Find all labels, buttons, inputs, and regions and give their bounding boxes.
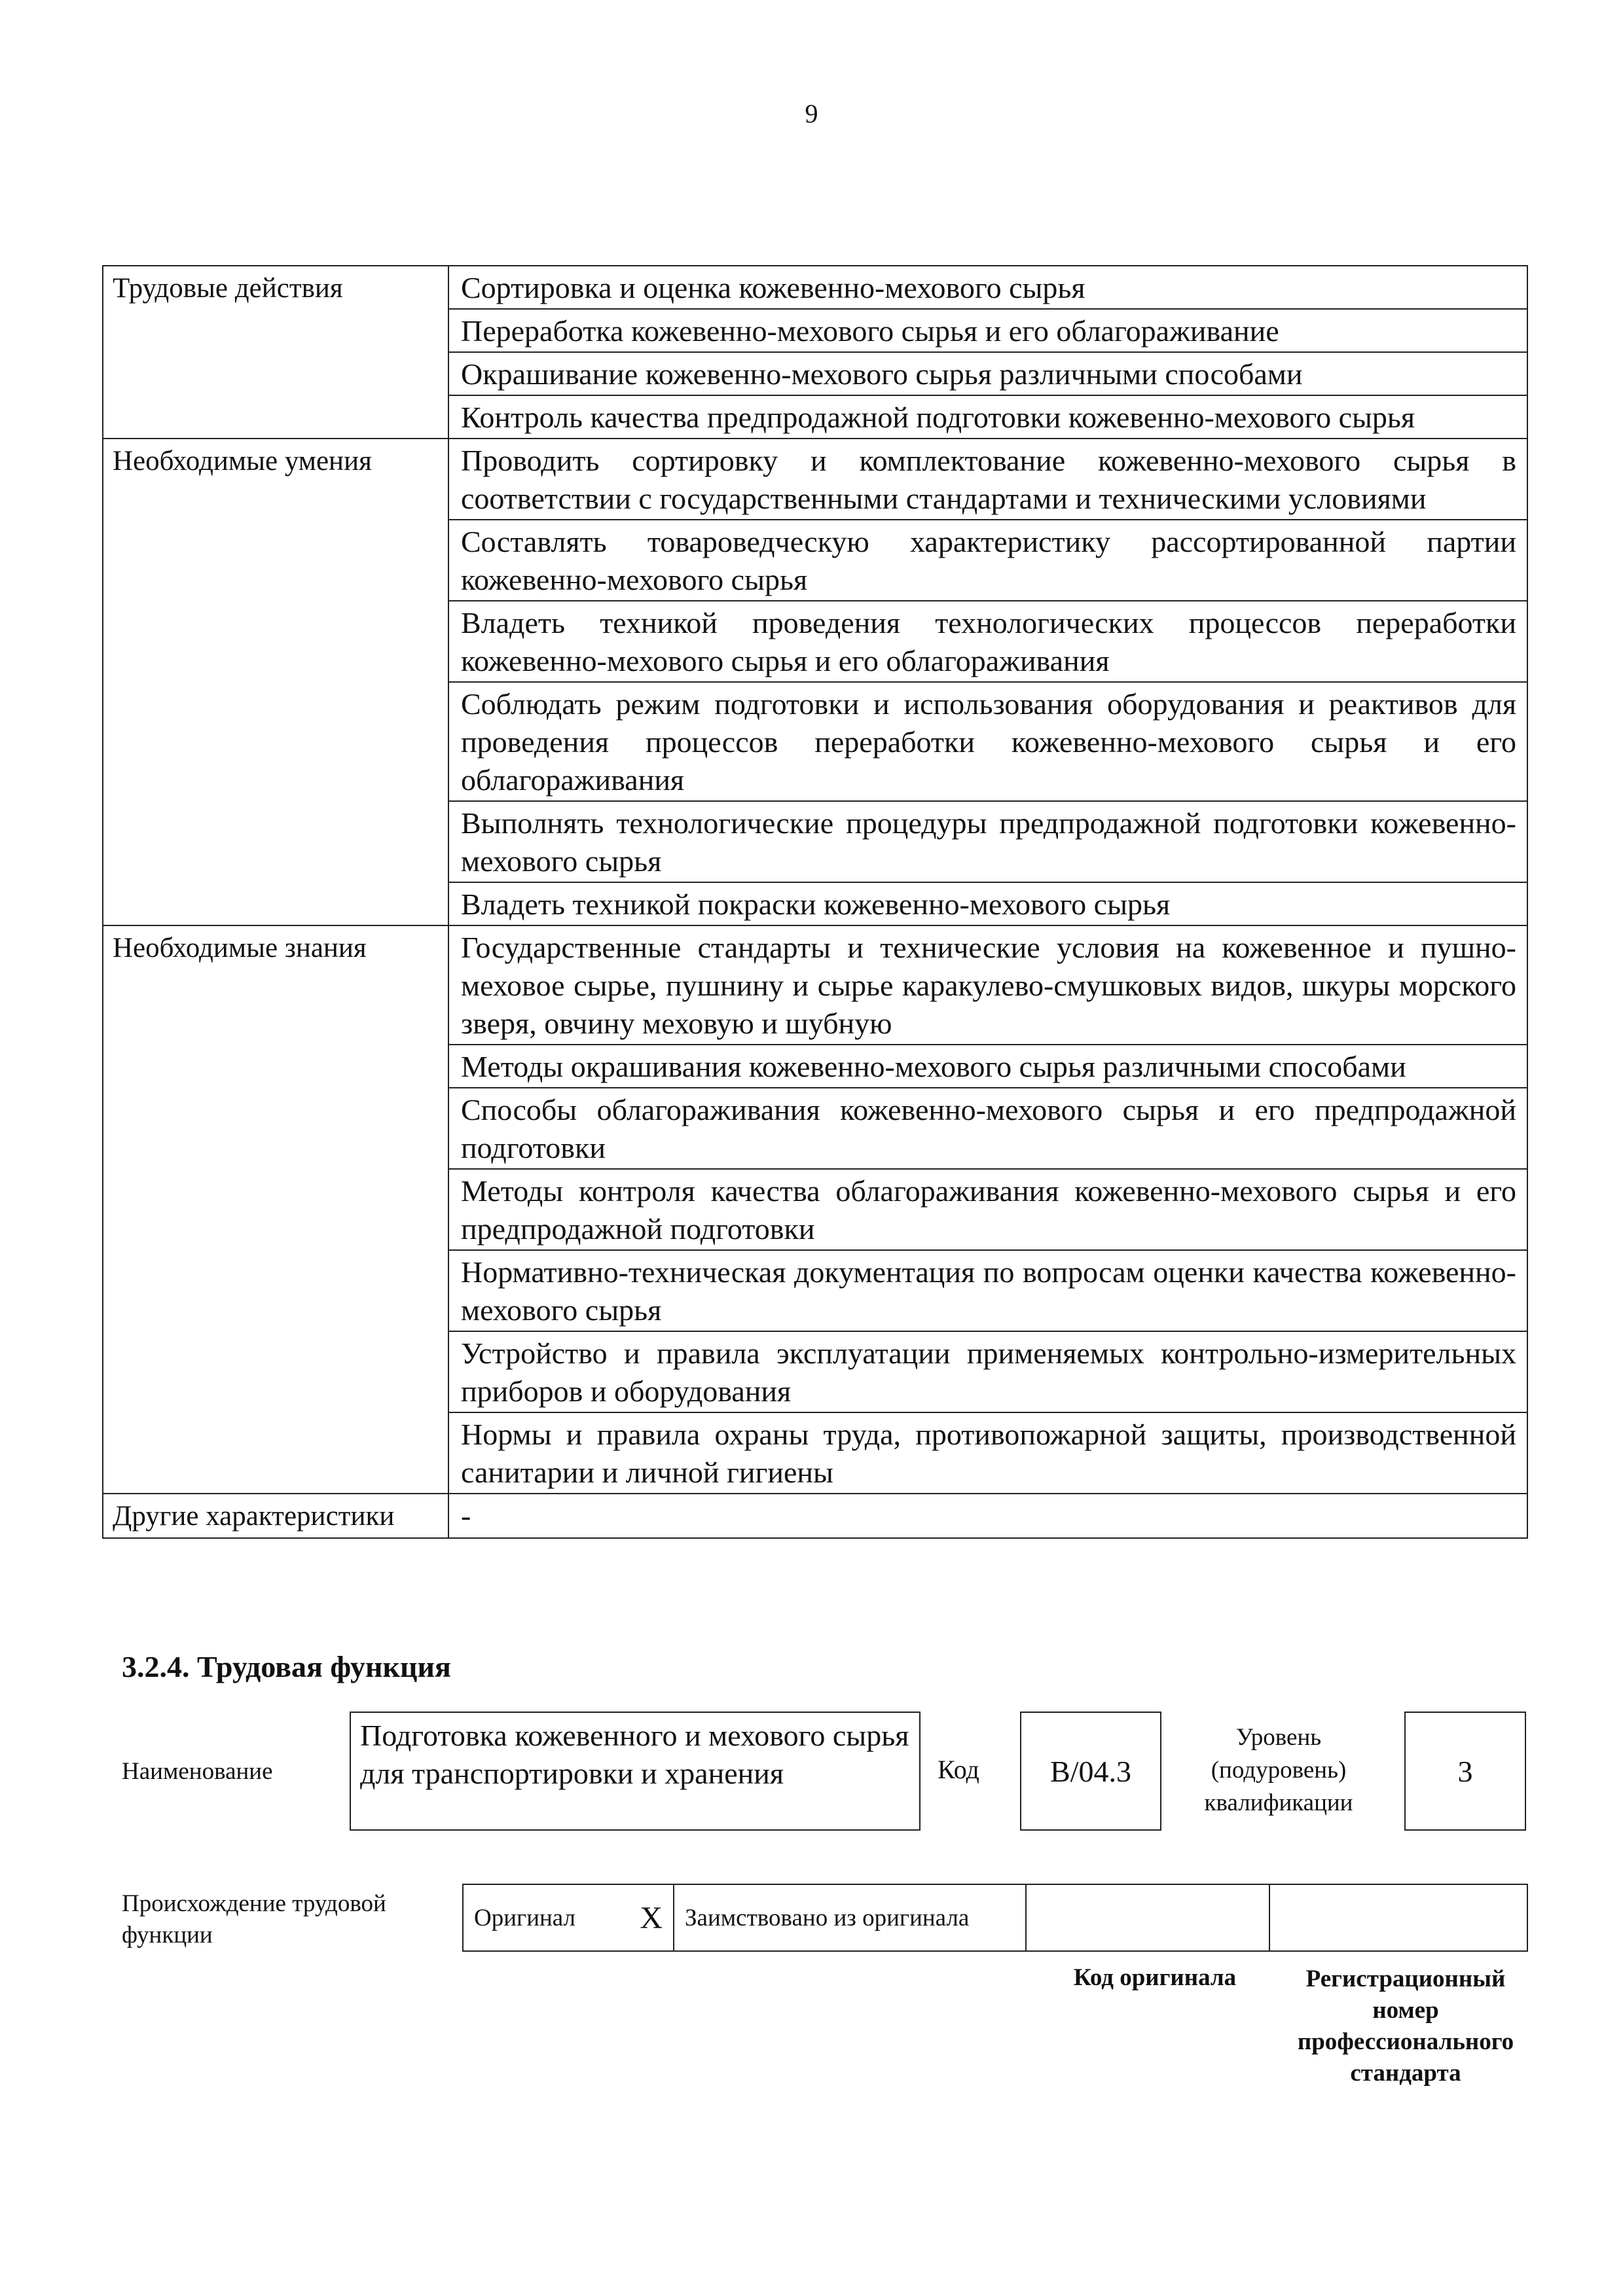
labor-function-table-body xyxy=(103,266,1527,1538)
row-group-label: Необходимые знания xyxy=(103,925,448,1494)
code-value-box xyxy=(1020,1712,1161,1831)
table-cell: Сортировка и оценка кожевенно-мехового сырья xyxy=(448,266,1527,309)
row-group-label: Другие характеристики xyxy=(103,1494,448,1538)
table-cell: Окрашивание кожевенно-мехового сырья различными способами xyxy=(448,352,1527,395)
table-row xyxy=(103,439,1527,520)
name-value-box xyxy=(350,1712,921,1831)
name-value: Подготовка кожевенного и мехового сырья для транспортировки и хранения xyxy=(360,1719,909,1790)
section-title: 3.2.4. Трудовая функция xyxy=(122,1650,451,1683)
labor-function-table xyxy=(102,265,1528,1539)
borrowed-cell xyxy=(674,1884,1026,1951)
original-cell xyxy=(463,1884,674,1951)
table-cell: Составлять товароведческую характеристику рассортированной партии кожевенно-мехового сырья xyxy=(448,520,1527,601)
original-mark: X xyxy=(640,1900,663,1935)
table-cell: Методы контроля качества облагораживания кожевенно-мехового сырья и его предпродажной подготовки xyxy=(448,1169,1527,1250)
reg-number-caption: Регистрационный номер профессионального стандарта xyxy=(1297,1965,1514,2087)
table-cell: Проводить сортировку и комплектование кожевенно-мехового сырья в соответствии с государственными стандартами и техническими условиями xyxy=(448,439,1527,520)
table-cell: Способы облагораживания кожевенно-мехового сырья и его предпродажной подготовки xyxy=(448,1088,1527,1169)
table-cell: Контроль качества предпродажной подготовки кожевенно-мехового сырья xyxy=(448,395,1527,439)
code-value: B/04.3 xyxy=(1050,1754,1131,1788)
code-label: Код xyxy=(938,1755,979,1784)
table-cell: Нормативно-техническая документация по вопросам оценки качества кожевенно-мехового сырья xyxy=(448,1250,1527,1331)
table-cell: Государственные стандарты и технические условия на кожевенное и пушно-меховое сырье, пушнину и сырье каракулево-смушковых видов, шкуры морского зверя, овчину меховую и шубную xyxy=(448,925,1527,1045)
table-cell: Методы окрашивания кожевенно-мехового сырья различными способами xyxy=(448,1045,1527,1088)
table-row xyxy=(103,1494,1527,1538)
origin-table xyxy=(462,1884,1528,1952)
table-cell: Владеть техникой проведения технологических процессов переработки кожевенно-мехового сырья и его облагораживания xyxy=(448,601,1527,682)
row-group-label: Трудовые действия xyxy=(103,266,448,439)
level-value-box xyxy=(1404,1712,1526,1831)
table-cell: Соблюдать режим подготовки и использования оборудования и реактивов для проведения процессов переработки кожевенно-мехового сырья и его облагораживания xyxy=(448,682,1527,801)
table-cell: Переработка кожевенно-мехового сырья и его облагораживание xyxy=(448,309,1527,352)
origin-label: Происхождение трудовой функции xyxy=(122,1890,386,1948)
code-original-caption: Код оригинала xyxy=(1073,1964,1237,1991)
code-original-cell xyxy=(1026,1884,1269,1951)
level-label: Уровень (подуровень) квалификации xyxy=(1204,1724,1353,1816)
borrowed-label: Заимствовано из оригинала xyxy=(685,1904,970,1931)
reg-number-cell xyxy=(1269,1884,1527,1951)
row-group-label: Необходимые умения xyxy=(103,439,448,925)
table-row xyxy=(103,925,1527,1045)
table-row xyxy=(103,266,1527,309)
table-cell: Нормы и правила охраны труда, противопожарной защиты, производственной санитарии и личной гигиены xyxy=(448,1412,1527,1494)
table-cell: Владеть техникой покраски кожевенно-мехового сырья xyxy=(448,882,1527,925)
table-cell: - xyxy=(448,1494,1527,1538)
table-cell: Выполнять технологические процедуры предпродажной подготовки кожевенно-мехового сырья xyxy=(448,801,1527,882)
page-number: 9 xyxy=(805,99,818,128)
table-cell: Устройство и правила эксплуатации применяемых контрольно-измерительных приборов и оборудования xyxy=(448,1331,1527,1412)
name-label: Наименование xyxy=(122,1758,273,1785)
original-label: Оригинал xyxy=(474,1904,576,1931)
level-value: 3 xyxy=(1457,1754,1473,1788)
